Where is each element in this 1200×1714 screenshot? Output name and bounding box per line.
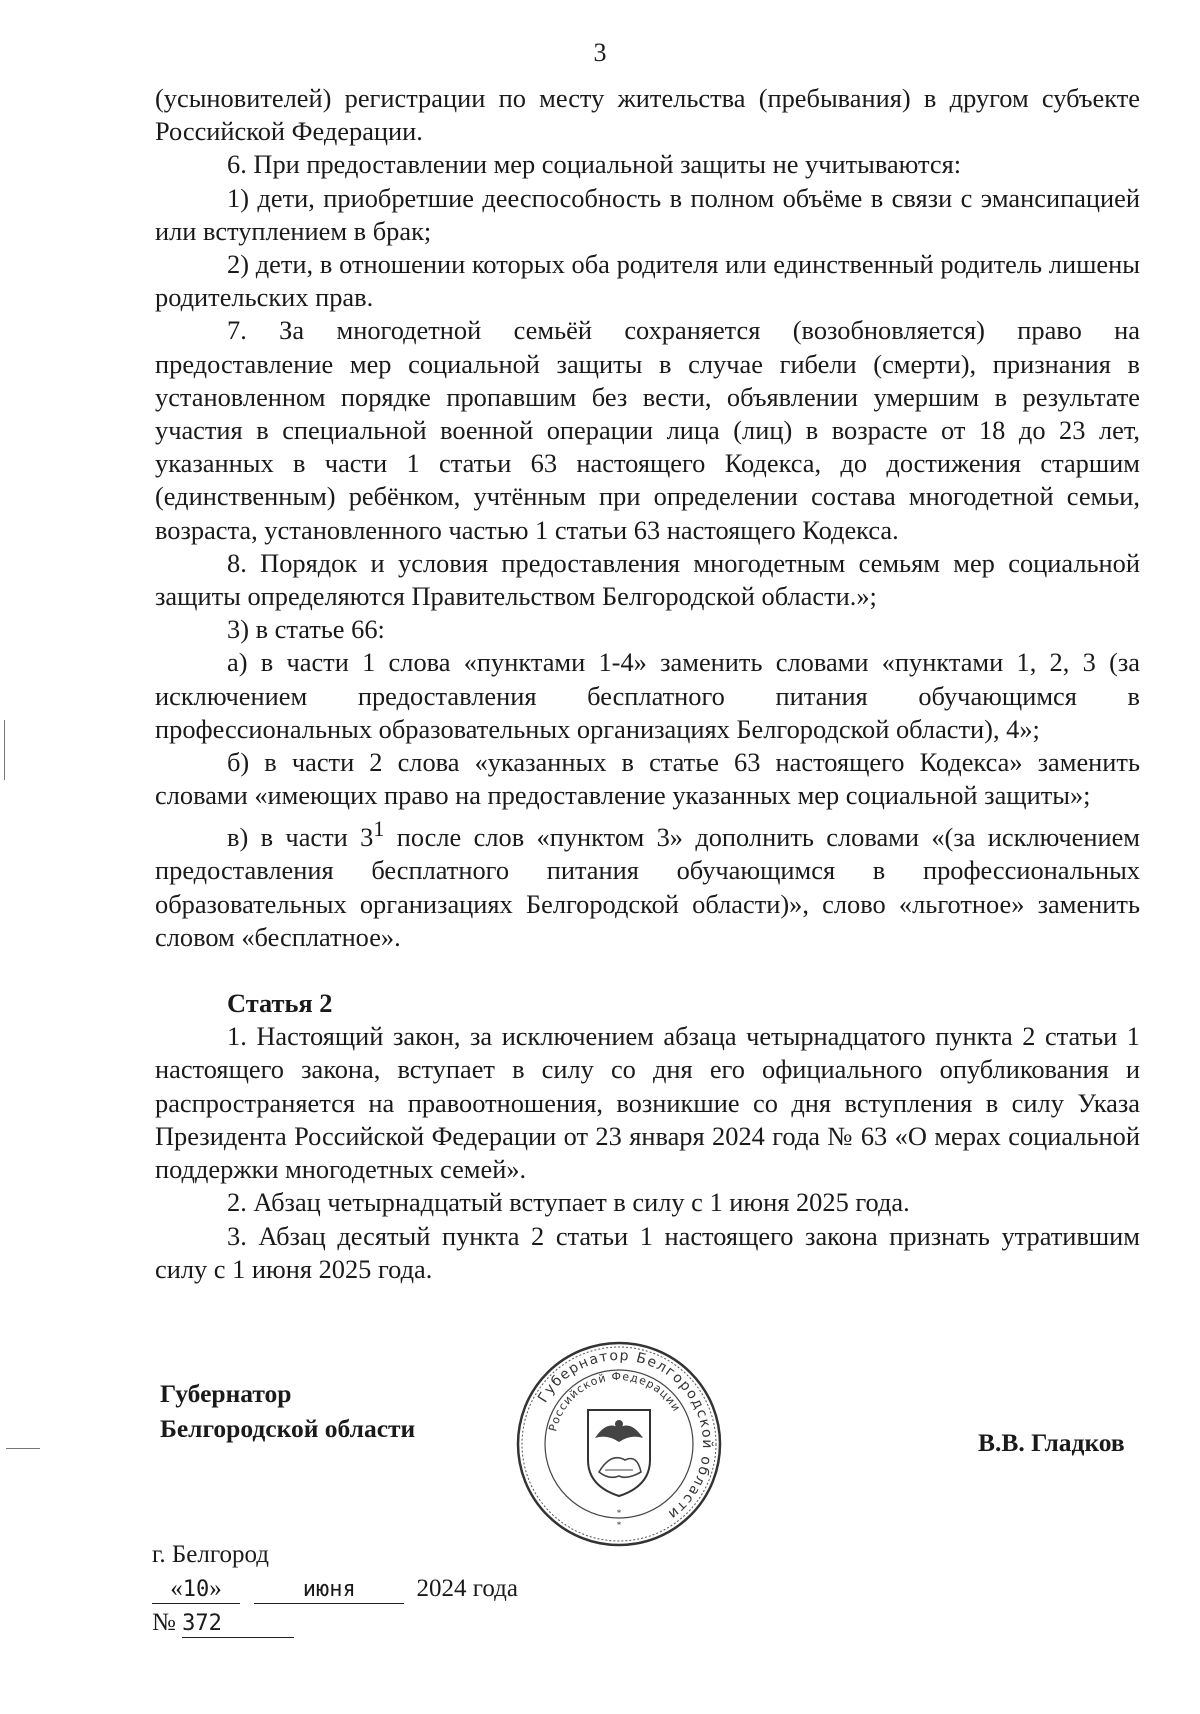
number-value: 372 [182, 1611, 222, 1636]
date-line [152, 1572, 518, 1606]
document-body [155, 82, 1140, 1286]
scan-edge-mark [4, 720, 5, 780]
paragraph-6-2: 2) дети, в отношении которых оба родителя или единственный родитель лишены родительских прав. [155, 249, 1140, 313]
article-2-paragraph-3: 3. Абзац десятый пункта 2 статьи 1 настоящего закона признать утратившим силу с 1 июня 2025 года. [155, 1220, 1140, 1284]
coat-of-arms-icon [588, 1410, 650, 1496]
signatory-name: В.В. Гладков [978, 1428, 1125, 1457]
page-number: 3 [593, 38, 607, 67]
number-field [182, 1609, 294, 1638]
day-value: 10 [182, 1577, 210, 1602]
article-2-paragraph-2: 2. Абзац четырнадцатый вступает в силу с 1 июня 2025 года. [227, 1187, 910, 1218]
paragraph-item-v [155, 812, 1140, 954]
city: г. Белгород [152, 1541, 269, 1568]
svg-text:*: * [616, 1520, 622, 1530]
place-and-date [152, 1538, 518, 1640]
month-field [254, 1575, 404, 1604]
article-2-paragraph-1: 1. Настоящий закон, за исключением абзаца четырнадцатого пункта 2 статьи 1 настоящего закона, вступает в силу со дня его официального опубликования и распространяется на правоотношения, возникшие со дня вступления в силу Указа Президента Российской Федерации от 23 января 2024 года № 63 «О мерах социальной поддержки многодетных семей». [155, 1021, 1140, 1185]
paragraph-6-1: 1) дети, приобретшие дееспособность в полном объёме в связи с эмансипацией или вступлением в брак; [155, 182, 1140, 246]
paragraph-7: 7. За многодетной семьёй сохраняется (возобновляется) право на предоставление мер социальной защиты в случае гибели (смерти), признания в установленном порядке пропавшим без вести, объявлении умершим в результате участия в специальной военной операции лица (лиц) в возрасте от 18 до 23 лет, указанных в части 1 статьи 63 настоящего Кодекса, до достижения старшим (единственным) ребёнком, учтённым при определении состава многодетной семьи, возраста, установленного частью 1 статьи 63 настоящего Кодекса. [155, 315, 1140, 545]
paragraph-6: 6. При предоставлении мер социальной защиты не учитываются: [227, 149, 962, 180]
number-label: № [152, 1609, 176, 1636]
paragraph-continuation: (усыновителей) регистрации по месту жительства (пребывания) в другом субъекте Российской Федерации. [155, 83, 1140, 147]
paragraph-item-v-start: в) в части 3 [227, 822, 374, 853]
paragraph-item-a: а) в части 1 слова «пунктами 1-4» заменить словами «пунктами 1, 2, 3 (за исключением предоставления бесплатного питания обучающимся в профессиональных образовательных организациях Белгородской области), 4»; [155, 647, 1140, 744]
svg-text:*: * [616, 1508, 622, 1518]
city-line [152, 1538, 518, 1572]
official-seal [515, 1340, 723, 1548]
paragraph-8: 8. Порядок и условия предоставления многодетным семьям мер социальной защиты определяются Правительством Белгородской области.»; [155, 547, 1140, 612]
year-text: 2024 года [416, 1575, 518, 1602]
seal-outer-text: Губернатор Белгородской области [535, 1347, 716, 1523]
number-line [152, 1606, 518, 1640]
month-value: июня [302, 1577, 356, 1602]
paragraph-item-v-rest: после слов «пунктом 3» дополнить словами «(за исключением предоставления бесплатного питания обучающимся в профессиональных образовательных организациях Белгородской области)», слово «льготное» заменить словом «бесплатное». [155, 822, 1140, 952]
article-2-heading: Статья 2 [227, 988, 333, 1019]
signatory-title-line-1: Губернатор [160, 1379, 292, 1408]
superscript-index: 1 [373, 816, 385, 842]
seal-inner-text: Российской Федерации [546, 1369, 684, 1433]
scan-edge-mark [6, 1448, 40, 1449]
signatory-title [160, 1376, 415, 1446]
paragraph-item-b: б) в части 2 слова «указанных в статье 63 настоящего Кодекса» заменить словами «имеющих право на предоставление указанных мер социальной защиты»; [155, 747, 1140, 811]
signatory-title-line-2: Белгородской области [160, 1414, 416, 1443]
day-field: «10» [152, 1575, 240, 1604]
paragraph-item-3: 3) в статье 66: [227, 614, 385, 645]
